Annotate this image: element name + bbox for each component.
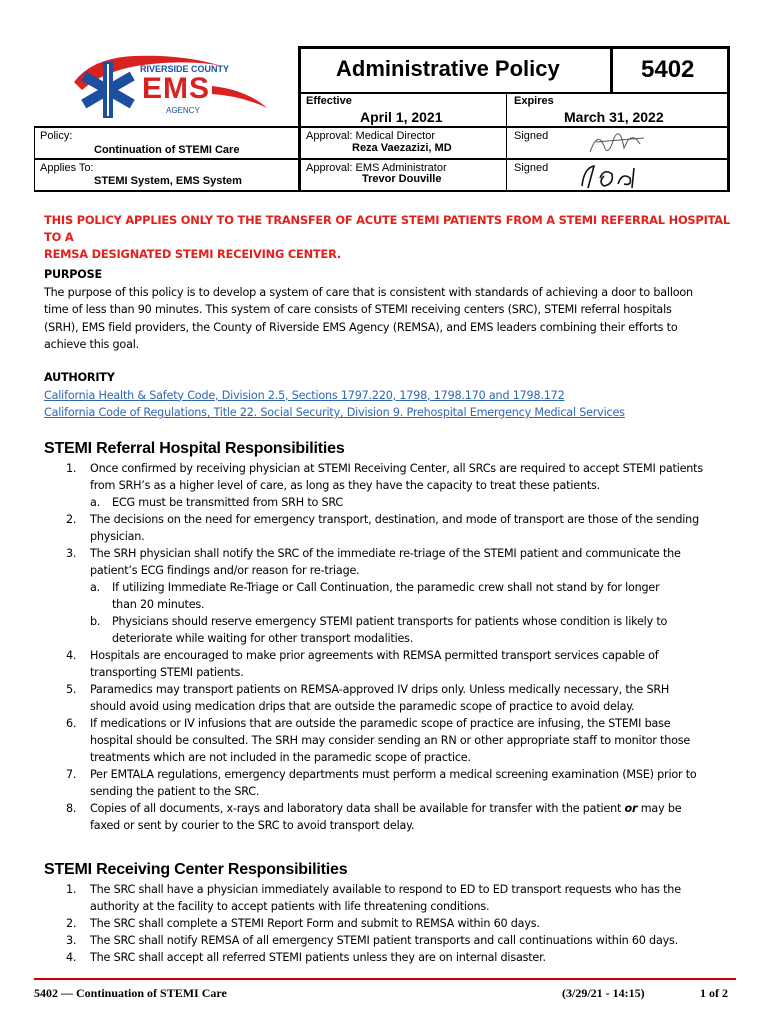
srh-heading: STEMI Referral Hospital Responsibilities bbox=[44, 440, 345, 457]
list-item-line bbox=[66, 494, 746, 511]
list-item-text: than 20 minutes. bbox=[112, 598, 205, 611]
expires-label: Expires bbox=[514, 95, 554, 107]
list-item-number: 2. bbox=[66, 917, 77, 930]
list-item-number: 5. bbox=[66, 683, 77, 696]
signed-label-1: Signed bbox=[514, 130, 549, 142]
scope-notice-line-2: REMSA DESIGNATED STEMI RECEIVING CENTER. bbox=[44, 247, 341, 261]
list-item-text: The SRC shall complete a STEMI Report Form and submit to REMSA within 60 days. bbox=[90, 917, 540, 930]
list-item-number: 7. bbox=[66, 768, 77, 781]
list-item-text: transporting STEMI patients. bbox=[90, 666, 244, 679]
list-item-text: Hospitals are encouraged to make prior agreements with REMSA permitted transport services capable of bbox=[90, 649, 659, 662]
list-item-number: 4. bbox=[66, 649, 77, 662]
list-item-text: Paramedics may transport patients on REMSA-approved IV drips only. Unless medically necessary, the SRH bbox=[90, 683, 670, 696]
list-item-line bbox=[66, 528, 746, 545]
list-item-line bbox=[66, 915, 746, 932]
src-list bbox=[66, 881, 746, 966]
list-item-text: from SRH’s as a higher level of care, as long as they have the capacity to treat these patients. bbox=[90, 479, 601, 492]
policy-label: Policy: bbox=[40, 130, 73, 142]
logo-top-text: RIVERSIDE COUNTY bbox=[140, 64, 230, 74]
list-item-text: The SRC shall accept all referred STEMI patients unless they are on internal disaster. bbox=[90, 951, 546, 964]
list-item-line bbox=[66, 477, 746, 494]
list-item-number: a. bbox=[90, 581, 101, 594]
list-item-text: faxed or sent by courier to the SRC to avoid transport delay. bbox=[90, 819, 415, 832]
purpose-line: The purpose of this policy is to develop a system of care that is consistent with standards of achieving a door to balloon bbox=[44, 285, 693, 299]
list-item-line bbox=[66, 511, 746, 528]
list-item-number: 3. bbox=[66, 934, 77, 947]
purpose-heading: PURPOSE bbox=[44, 268, 102, 281]
list-item-text: Copies of all documents, x-rays and laboratory data shall be available for transfer with the patient bbox=[90, 802, 622, 815]
page-footer bbox=[34, 978, 736, 1000]
list-item-text: physician. bbox=[90, 530, 145, 543]
list-item-text: authority at the facility to accept patients with life threatening conditions. bbox=[90, 900, 490, 913]
list-item-text: deteriorate while waiting for other transport modalities. bbox=[112, 632, 414, 645]
list-item-line bbox=[66, 630, 746, 647]
authority-heading: AUTHORITY bbox=[44, 371, 115, 384]
list-item-line bbox=[66, 715, 746, 732]
list-item-text: Once confirmed by receiving physician at STEMI Receiving Center, all SRCs are required to accept STEMI patients bbox=[90, 462, 703, 475]
expires-date: March 31, 2022 bbox=[564, 109, 664, 125]
list-item-text: If medications or IV infusions that are outside the paramedic scope of practice are infusing, the STEMI base bbox=[90, 717, 671, 730]
signature-ems-administrator bbox=[574, 160, 654, 197]
list-item-text: treatments which are not included in the paramedic scope of practice. bbox=[90, 751, 471, 764]
authority-link-health-safety-code[interactable]: California Health & Safety Code, Division 2.5, Sections 1797.220, 1798, 1798.170 and 1798.172 bbox=[44, 388, 565, 402]
list-item-text: patient’s ECG findings and/or reason for re-triage. bbox=[90, 564, 360, 577]
approval-ems-administrator-label: Approval: EMS Administrator bbox=[306, 162, 447, 174]
list-item-line bbox=[66, 664, 746, 681]
srh-list bbox=[66, 460, 746, 834]
list-item-line bbox=[66, 596, 746, 613]
list-item-number: 2. bbox=[66, 513, 77, 526]
authority-link-code-of-regulations[interactable]: California Code of Regulations, Title 22. Social Security, Division 9. Prehospital Emergency Medical Services bbox=[44, 406, 625, 419]
list-item-text: The SRC shall have a physician immediately available to respond to ED to ED transport requests who has the bbox=[90, 883, 681, 896]
list-item-number: a. bbox=[90, 496, 101, 509]
purpose-line: (SRH), EMS field providers, the County of Riverside EMS Agency (REMSA), and EMS leaders combining their efforts to bbox=[44, 320, 678, 334]
list-item-number: 8. bbox=[66, 802, 77, 815]
approval-medical-director-name: Reza Vaezazizi, MD bbox=[352, 142, 452, 154]
approval-medical-director-label: Approval: Medical Director bbox=[306, 130, 435, 142]
logo-bottom-text: AGENCY bbox=[166, 106, 200, 115]
effective-date: April 1, 2021 bbox=[360, 109, 443, 125]
list-item-line bbox=[66, 749, 746, 766]
list-item-line bbox=[66, 460, 746, 477]
list-item-line bbox=[66, 545, 746, 562]
policy-number: 5402 bbox=[641, 56, 695, 83]
list-item-text: sending the patient to the SRC. bbox=[90, 785, 260, 798]
effective-label: Effective bbox=[306, 95, 352, 107]
logo-main-text: EMS bbox=[142, 72, 211, 105]
scope-notice-line-1: THIS POLICY APPLIES ONLY TO THE TRANSFER OF ACUTE STEMI PATIENTS FROM A STEMI REFERRAL HOSPITAL TO A bbox=[44, 213, 730, 244]
list-item-text: Physicians should reserve emergency STEMI patient transports for patients whose condition is likely to bbox=[112, 615, 668, 628]
list-item-line bbox=[66, 579, 746, 596]
src-heading: STEMI Receiving Center Responsibilities bbox=[44, 861, 348, 878]
list-item-number: 4. bbox=[66, 951, 77, 964]
list-item-number: 1. bbox=[66, 462, 77, 475]
list-item-text: should avoid using medication drips that are outside the paramedic scope of practice to avoid delay. bbox=[90, 700, 635, 713]
list-item-line bbox=[66, 800, 746, 817]
list-item-line bbox=[66, 698, 746, 715]
list-item-number: 6. bbox=[66, 717, 77, 730]
list-item-line bbox=[66, 681, 746, 698]
list-item-line bbox=[66, 562, 746, 579]
authority-section bbox=[44, 369, 744, 422]
list-item-line bbox=[66, 766, 746, 783]
footer-page-number: 1 of 2 bbox=[700, 986, 728, 1000]
list-item-text: ECG must be transmitted from SRH to SRC bbox=[112, 496, 344, 509]
list-item-line bbox=[66, 613, 746, 630]
footer-document-name: 5402 — Continuation of STEMI Care bbox=[34, 986, 227, 1000]
list-item-line bbox=[66, 817, 746, 834]
scope-notice bbox=[44, 212, 744, 263]
footer-revision-date: (3/29/21 - 14:15) bbox=[562, 986, 645, 1000]
item-8-tail: may be bbox=[640, 802, 682, 815]
document-title: Administrative Policy bbox=[336, 56, 560, 81]
purpose-line: achieve this goal. bbox=[44, 338, 139, 351]
list-item-number: 1. bbox=[66, 883, 77, 896]
list-item-text: If utilizing Immediate Re-Triage or Call Continuation, the paramedic crew shall not stand by for longer bbox=[112, 581, 660, 594]
policy-value: Continuation of STEMI Care bbox=[94, 144, 240, 156]
applies-value: STEMI System, EMS System bbox=[94, 175, 242, 187]
list-item-line bbox=[66, 783, 746, 800]
list-item-line bbox=[66, 647, 746, 664]
approval-ems-administrator-name: Trevor Douville bbox=[362, 173, 442, 185]
list-item-line bbox=[66, 881, 746, 898]
list-item-line bbox=[66, 732, 746, 749]
applies-label: Applies To: bbox=[40, 162, 94, 174]
purpose-section bbox=[44, 266, 744, 354]
list-item-text: hospital should be consulted. The SRH may consider sending an RN or other appropriate staff to monitor those bbox=[90, 734, 691, 747]
list-item-number: 3. bbox=[66, 547, 77, 560]
list-item-text: The SRC shall notify REMSA of all emergency STEMI patient transports and call continuations within 60 days. bbox=[90, 934, 679, 947]
list-item-line bbox=[66, 898, 746, 915]
list-item-text: The SRH physician shall notify the SRC of the immediate re-triage of the STEMI patient and communicate the bbox=[90, 547, 681, 560]
signed-label-2: Signed bbox=[514, 162, 549, 174]
item-8-or-emphasis: or bbox=[624, 802, 638, 815]
purpose-line: time of less than 90 minutes. This system of care consists of STEMI receiving centers (SRC), STEMI referral hospitals bbox=[44, 303, 672, 316]
policy-header-table bbox=[34, 46, 730, 192]
list-item-text: Per EMTALA regulations, emergency departments must perform a medical screening examination (MSE) prior to bbox=[90, 768, 697, 781]
list-item-number: b. bbox=[90, 615, 101, 628]
list-item-text: The decisions on the need for emergency transport, destination, and mode of transport are those of the sending bbox=[90, 513, 699, 526]
list-item-line bbox=[66, 932, 746, 949]
list-item-line bbox=[66, 949, 746, 966]
